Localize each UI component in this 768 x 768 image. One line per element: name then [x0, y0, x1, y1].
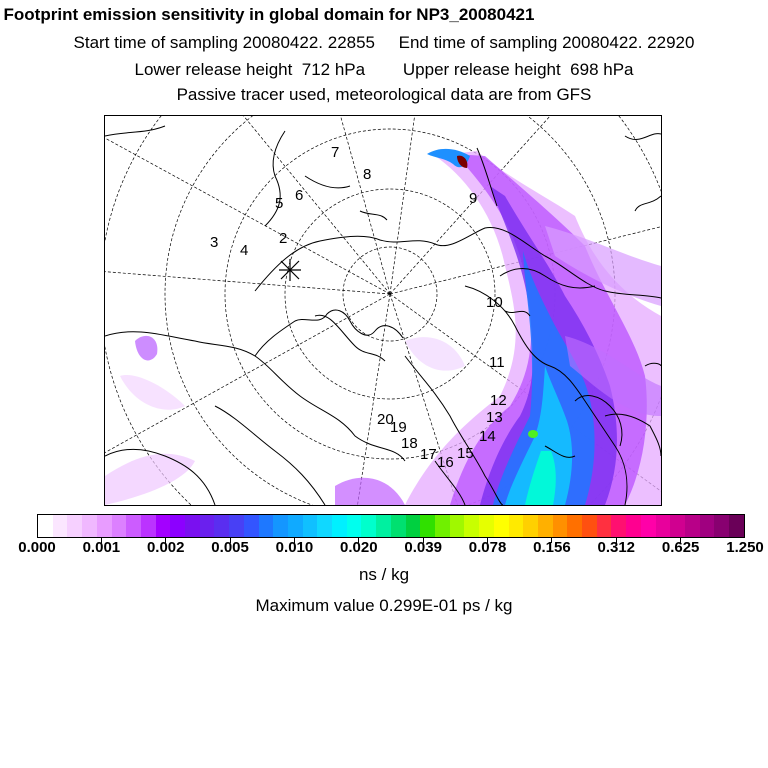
color-scale-label: 0.156 [533, 539, 571, 556]
color-scale-cell [259, 515, 274, 537]
color-scale-label: 0.078 [468, 539, 507, 556]
color-scale-cell [376, 515, 391, 537]
color-scale-cell [332, 515, 347, 537]
color-scale-bar [37, 514, 745, 538]
footprint-map [104, 115, 662, 506]
color-scale-label: 0.010 [275, 539, 314, 556]
color-scale-cell [641, 515, 656, 537]
color-scale-cell [347, 515, 362, 537]
color-scale-cell [38, 515, 53, 537]
color-scale-cell [494, 515, 509, 537]
color-scale-cell [729, 515, 744, 537]
color-scale-cell [273, 515, 288, 537]
color-scale-label: 1.250 [726, 539, 764, 556]
segment-label-2: 2 [279, 230, 288, 247]
color-scale-cell [509, 515, 524, 537]
color-scale-cell [714, 515, 729, 537]
segment-label-3: 3 [210, 234, 219, 251]
release-point-cross [279, 259, 301, 281]
segment-label-6: 6 [295, 187, 304, 204]
color-scale-cell [82, 515, 97, 537]
color-scale-units: ns / kg [358, 565, 410, 584]
segment-label-13: 13 [486, 409, 503, 426]
maximum-value-text: Maximum value 0.299E-01 ps / kg [255, 596, 513, 615]
color-scale-cell [170, 515, 185, 537]
segment-label-19: 19 [390, 419, 407, 436]
color-scale-cell [97, 515, 112, 537]
color-scale-label: 0.312 [597, 539, 636, 556]
color-scale-cell [112, 515, 127, 537]
color-scale-cell [406, 515, 421, 537]
sampling-time-line: Start time of sampling 20080422. 22855 End time of sampling 20080422. 22920 [73, 33, 695, 52]
map-title: Footprint emission sensitivity in global domain for NP3_20080421 [3, 5, 535, 24]
color-scale-cell [597, 515, 612, 537]
segment-label-17: 17 [420, 446, 437, 463]
segment-label-18: 18 [401, 435, 418, 452]
tracer-info-line: Passive tracer used, meteorological data are from GFS [176, 85, 592, 104]
color-scale-cell [567, 515, 582, 537]
color-scale-cell [229, 515, 244, 537]
color-scale-cell [156, 515, 171, 537]
color-scale-cell [523, 515, 538, 537]
segment-label-9: 9 [469, 190, 478, 207]
color-scale-cell [126, 515, 141, 537]
color-scale-cell [53, 515, 68, 537]
color-scale-cell [361, 515, 376, 537]
color-scale-cell [303, 515, 318, 537]
color-scale-cell [244, 515, 259, 537]
color-scale-cell [420, 515, 435, 537]
segment-label-10: 10 [486, 294, 503, 311]
color-scale-cell [479, 515, 494, 537]
segment-label-11: 11 [489, 354, 505, 371]
segment-label-5: 5 [275, 195, 284, 212]
color-scale-label: 0.000 [18, 539, 56, 556]
segment-labels [210, 144, 507, 471]
color-scale-cell [626, 515, 641, 537]
color-scale-cell [317, 515, 332, 537]
color-scale-cell [685, 515, 700, 537]
color-scale-cell [141, 515, 156, 537]
segment-label-12: 12 [490, 392, 507, 409]
color-scale-cell [435, 515, 450, 537]
color-scale-label: 0.625 [661, 539, 700, 556]
color-scale-label: 0.020 [340, 539, 378, 556]
color-scale-cell [538, 515, 553, 537]
segment-label-4: 4 [240, 242, 249, 259]
segment-label-7: 7 [331, 144, 340, 161]
color-scale-label: 0.039 [404, 539, 442, 556]
color-scale-label: 0.005 [211, 539, 249, 556]
color-scale-cell [670, 515, 685, 537]
map-canvas [105, 116, 661, 505]
color-scale-cell [185, 515, 200, 537]
segment-label-20: 20 [377, 411, 394, 428]
release-height-line: Lower release height 712 hPa Upper release height 698 hPa [134, 60, 634, 79]
color-scale-cell [464, 515, 479, 537]
color-scale-cell [700, 515, 715, 537]
color-scale-cell [391, 515, 406, 537]
color-scale-cell [288, 515, 303, 537]
footprint-plume [105, 149, 661, 505]
color-scale-cell [200, 515, 215, 537]
color-scale-cell [582, 515, 597, 537]
color-scale-label: 0.001 [82, 539, 121, 556]
color-scale-cell [67, 515, 82, 537]
color-scale-cell [656, 515, 671, 537]
color-scale-cell [553, 515, 568, 537]
color-scale-cell [214, 515, 229, 537]
segment-label-8: 8 [363, 166, 372, 183]
segment-label-16: 16 [437, 454, 454, 471]
segment-label-14: 14 [479, 428, 496, 445]
segment-label-15: 15 [457, 445, 474, 462]
color-scale-cell [611, 515, 626, 537]
color-scale-cell [450, 515, 465, 537]
color-scale-label: 0.002 [146, 539, 185, 556]
